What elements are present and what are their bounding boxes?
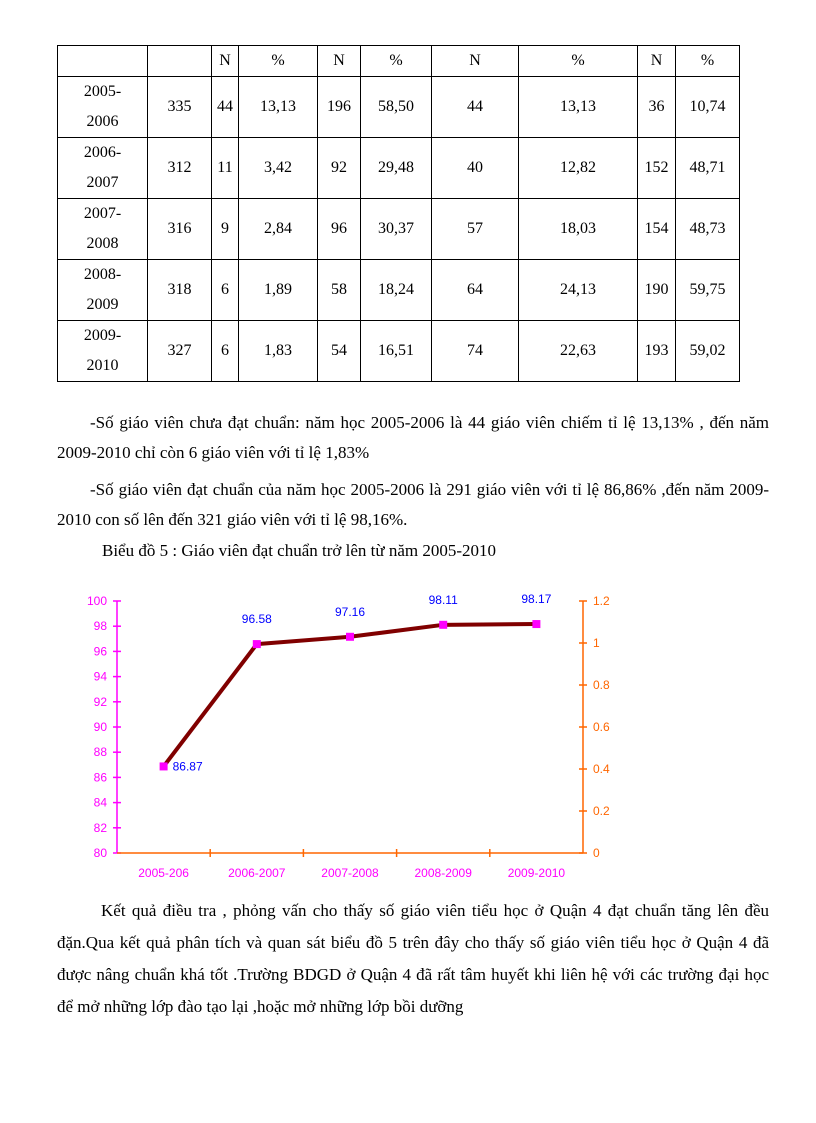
paragraph-survey-results: Kết quả điều tra , phỏng vấn cho thấy số giáo viên tiểu học ở Quận 4 đạt chuẩn tăng lên đều đặn.Qua kết quả phân tích và quan sát biểu đồ 5 trên đây cho thấy số giáo viên tiểu học ở Quận 4 đã được nâng chuẩn khá tốt .Trường BDGD ở Quận 4 đã rất tâm huyết khi liên hệ với các trường đại học để mở những lớp đào tạo lại ,hoặc mở những lớp bồi dưỡng — [57, 901, 769, 1016]
table-cell: 18,03 — [519, 199, 638, 260]
series-line — [164, 624, 537, 766]
table-cell: 24,13 — [519, 260, 638, 321]
table-cell: 3,42 — [239, 138, 318, 199]
table-row — [58, 77, 740, 138]
table-cell: 58 — [318, 260, 361, 321]
left-axis-tick-label: 100 — [86, 594, 107, 608]
table-cell: 36 — [638, 77, 676, 138]
table-header-cell — [58, 46, 148, 77]
table-cell: 13,13 — [519, 77, 638, 138]
table-header-cell: N — [212, 46, 239, 77]
table-cell: 22,63 — [519, 321, 638, 382]
data-point-marker — [346, 633, 354, 641]
right-axis-tick-label: 0.8 — [593, 678, 610, 692]
table-header-cell: N — [638, 46, 676, 77]
x-axis-category-label: 2005-206 — [138, 866, 189, 880]
table-cell: 59,02 — [676, 321, 740, 382]
year-cell — [58, 77, 148, 138]
table-cell: 1,83 — [239, 321, 318, 382]
data-label: 98.17 — [521, 592, 552, 607]
table-row — [58, 138, 740, 199]
left-axis-tick-label: 96 — [93, 644, 107, 659]
table-cell: 59,75 — [676, 260, 740, 321]
table-cell: 152 — [638, 138, 676, 199]
data-point-marker — [532, 620, 540, 628]
data-label: 98.11 — [428, 592, 458, 607]
table-cell: 6 — [212, 321, 239, 382]
year-cell — [58, 199, 148, 260]
table-header-cell: N — [318, 46, 361, 77]
year-end: 2010 — [86, 357, 119, 374]
table-cell: 40 — [432, 138, 519, 199]
x-axis-category-label: 2007-2008 — [321, 866, 379, 880]
year-cell — [58, 321, 148, 382]
left-axis-tick-label: 84 — [93, 795, 107, 810]
data-point-marker — [439, 621, 447, 629]
table-cell: 12,82 — [519, 138, 638, 199]
teacher-statistics-table — [57, 45, 740, 382]
table-cell: 18,24 — [361, 260, 432, 321]
year-start: 2008- — [83, 266, 122, 283]
left-axis-tick-label: 98 — [93, 619, 107, 634]
table-cell: 54 — [318, 321, 361, 382]
right-axis-tick-label: 0.4 — [593, 762, 610, 776]
table-row — [58, 321, 740, 382]
left-axis-tick-label: 88 — [93, 745, 107, 760]
table-header-cell — [148, 46, 212, 77]
paragraph-qualified-teachers: -Số giáo viên đạt chuẩn của năm học 2005-2006 là 291 giáo viên với tỉ lệ 86,86% ,đến năm 2009-2010 con số lên đến 321 giáo viên với tỉ lệ 98,16%. — [57, 480, 769, 529]
table-cell: 48,71 — [676, 138, 740, 199]
table-cell: 92 — [318, 138, 361, 199]
table-cell: 2,84 — [239, 199, 318, 260]
table-header-cell: % — [519, 46, 638, 77]
year-cell — [58, 260, 148, 321]
year-cell — [58, 138, 148, 199]
paragraph-unqualified-teachers: -Số giáo viên chưa đạt chuẩn: năm học 2005-2006 là 44 giáo viên chiếm tỉ lệ 13,13% , đến năm 2009-2010 chỉ còn 6 giáo viên với tỉ lệ 1,83% — [57, 413, 769, 462]
left-axis-tick-label: 82 — [93, 820, 107, 835]
year-start: 2006- — [83, 144, 122, 161]
table-cell: 9 — [212, 199, 239, 260]
year-start: 2007- — [83, 205, 122, 222]
table-cell: 64 — [432, 260, 519, 321]
table-header-cell: % — [676, 46, 740, 77]
table-cell: 190 — [638, 260, 676, 321]
table-cell: 193 — [638, 321, 676, 382]
x-axis-category-label: 2009-2010 — [507, 866, 566, 880]
year-end: 2006 — [86, 113, 119, 130]
right-axis-tick-label: 0.2 — [593, 804, 610, 818]
table-cell: 11 — [212, 138, 239, 199]
right-axis-tick-label: 1.2 — [593, 594, 610, 608]
data-label: 86.87 — [172, 759, 203, 774]
table-cell: 58,50 — [361, 77, 432, 138]
left-axis-tick-label: 86 — [93, 770, 107, 785]
table-cell: 29,48 — [361, 138, 432, 199]
table-cell: 196 — [318, 77, 361, 138]
right-axis-tick-label: 0.6 — [593, 720, 610, 734]
table-cell: 1,89 — [239, 260, 318, 321]
left-axis-tick-label: 80 — [93, 846, 107, 860]
table-header-cell: % — [361, 46, 432, 77]
right-axis-tick-label: 1 — [593, 636, 600, 650]
table-body — [58, 46, 740, 382]
x-axis-category-label: 2006-2007 — [228, 866, 286, 880]
table-cell: 44 — [432, 77, 519, 138]
table-cell: 316 — [148, 199, 212, 260]
year-end: 2009 — [86, 296, 119, 313]
table-header-row — [58, 46, 740, 77]
year-end: 2007 — [86, 174, 119, 191]
table-cell: 335 — [148, 77, 212, 138]
table-cell: 16,51 — [361, 321, 432, 382]
year-start: 2009- — [83, 327, 122, 344]
data-point-marker — [253, 640, 261, 648]
x-axis-category-label: 2008-2009 — [414, 866, 472, 880]
table-cell: 10,74 — [676, 77, 740, 138]
table-cell: 48,73 — [676, 199, 740, 260]
table-header-cell: % — [239, 46, 318, 77]
table-header-cell: N — [432, 46, 519, 77]
table-row — [58, 199, 740, 260]
year-end: 2008 — [86, 235, 119, 252]
table-cell: 13,13 — [239, 77, 318, 138]
chart-caption: Biểu đồ 5 : Giáo viên đạt chuẩn trở lên từ năm 2005-2010 — [102, 541, 497, 560]
table-cell: 44 — [212, 77, 239, 138]
year-start: 2005- — [83, 83, 122, 100]
table-cell: 96 — [318, 199, 361, 260]
table-cell: 154 — [638, 199, 676, 260]
table-cell: 327 — [148, 321, 212, 382]
left-axis-tick-label: 94 — [93, 669, 107, 684]
table-row — [58, 260, 740, 321]
data-label: 97.16 — [334, 604, 366, 619]
table-cell: 318 — [148, 260, 212, 321]
table-cell: 57 — [432, 199, 519, 260]
left-axis-tick-label: 90 — [93, 720, 107, 734]
data-point-marker — [160, 762, 168, 770]
table-cell: 312 — [148, 138, 212, 199]
qualified-teachers-line-chart — [60, 585, 660, 885]
table-cell: 30,37 — [361, 199, 432, 260]
left-axis-tick-label: 92 — [93, 694, 107, 709]
table-cell: 74 — [432, 321, 519, 382]
table-cell: 6 — [212, 260, 239, 321]
data-label: 96.58 — [241, 612, 272, 627]
right-axis-tick-label: 0 — [593, 846, 600, 860]
